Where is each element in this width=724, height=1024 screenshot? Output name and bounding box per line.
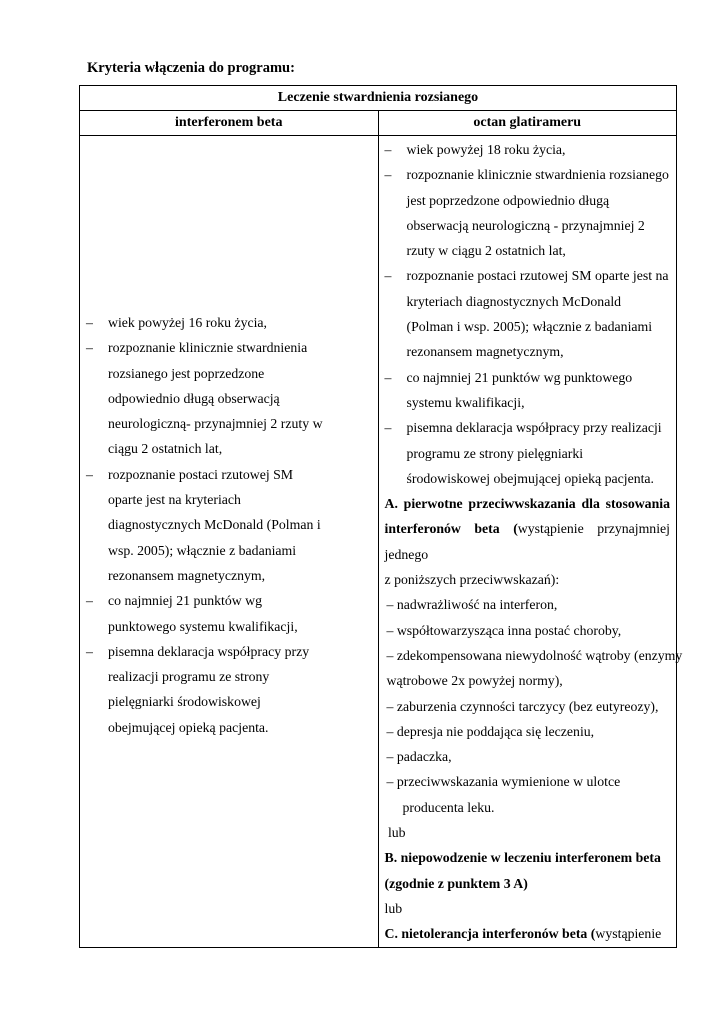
list-item: wątrobowe 2x powyżej normy), — [386, 673, 563, 689]
list-item: – pisemna deklaracja współpracy przy realizacji programu ze strony pielęgniarki środowiskowej obejmującej opieką pacjenta. — [385, 415, 671, 491]
list-item: – depresja nie poddająca się leczeniu, — [386, 723, 595, 739]
left-cell — [80, 136, 379, 948]
table-title: Leczenie stwardnienia rozsianego — [80, 86, 677, 111]
list-item: – współtowarzysząca inna postać choroby, — [386, 622, 622, 638]
section-a-rest: wystąpienie przynajmniej jednego — [384, 521, 670, 562]
section-a-title: A. pierwotne przeciwwskazania dla stosowania — [384, 496, 670, 512]
or-separator: lub — [384, 825, 406, 841]
list-item: – wiek powyżej 16 roku życia, — [86, 310, 330, 335]
list-item: – rozpoznanie postaci rzutowej SM oparte jest na kryteriach diagnostycznych McDonald (Polman i wsp. 2005); włącznie z badaniami rezonansem magnetycznym, — [86, 462, 330, 588]
interferon-criteria-list — [86, 310, 330, 740]
list-item: – rozpoznanie klinicznie stwardnienia rozsianego jest poprzedzone odpowiednio długą obserwacją neurologiczną- przynajmniej 2 rzuty w ciągu 2 ostatnich lat, — [86, 335, 330, 461]
list-item: – nadwrażliwość na interferon, — [386, 597, 558, 613]
section-a-title-line2 — [385, 516, 671, 567]
section-c-rest: wystąpienie — [595, 926, 662, 942]
list-item: – pisemna deklaracja współpracy przy realizacji programu ze strony pielęgniarki środowiskowej obejmującej opieką pacjenta. — [86, 639, 330, 740]
glatiramer-criteria-list — [385, 137, 671, 491]
list-item: – wiek powyżej 18 roku życia, — [385, 137, 671, 162]
list-item: – rozpoznanie postaci rzutowej SM oparte jest na kryteriach diagnostycznych McDonald (Polman i wsp. 2005); włącznie z badaniami rezonansem magnetycznym, — [385, 263, 671, 364]
list-item: – co najmniej 21 punktów wg punktowego systemu kwalifikacji, — [86, 588, 330, 639]
section-a-title-line3: z poniższych przeciwwskazań): — [384, 572, 560, 588]
contraindication-list — [385, 592, 683, 820]
list-item: – zdekompensowana niewydolność wątroby (enzymy — [386, 647, 683, 663]
section-c-title — [385, 921, 671, 946]
or-separator: lub — [384, 900, 403, 916]
column-header-glatiramer: octan glatirameru — [378, 111, 677, 136]
criteria-table — [79, 85, 683, 948]
section-a-bold: interferonów beta ( — [384, 521, 518, 537]
right-cell — [378, 136, 683, 948]
list-item: – padaczka, — [386, 749, 452, 765]
list-item: – co najmniej 21 punktów wg punktowego systemu kwalifikacji, — [385, 365, 671, 416]
list-item: – przeciwwskazania wymienione w ulotce — [386, 774, 621, 790]
section-c-bold: C. nietolerancja interferonów beta ( — [384, 926, 596, 942]
section-heading: Kryteria włączenia do programu: — [87, 60, 295, 76]
section-b-subtitle: (zgodnie z punktem 3 A) — [384, 875, 528, 891]
list-item: – zaburzenia czynności tarczycy (bez eutyreozy), — [386, 698, 659, 714]
list-item: – rozpoznanie klinicznie stwardnienia rozsianego jest poprzedzone odpowiednio długą obserwacją neurologiczną - przynajmniej 2 rzuty w ciągu 2 ostatnich lat, — [385, 162, 671, 263]
list-item: producenta leku. — [402, 799, 495, 815]
section-b-title: B. niepowodzenie w leczeniu interferonem beta — [384, 850, 661, 866]
column-header-interferon: interferonem beta — [80, 111, 379, 136]
